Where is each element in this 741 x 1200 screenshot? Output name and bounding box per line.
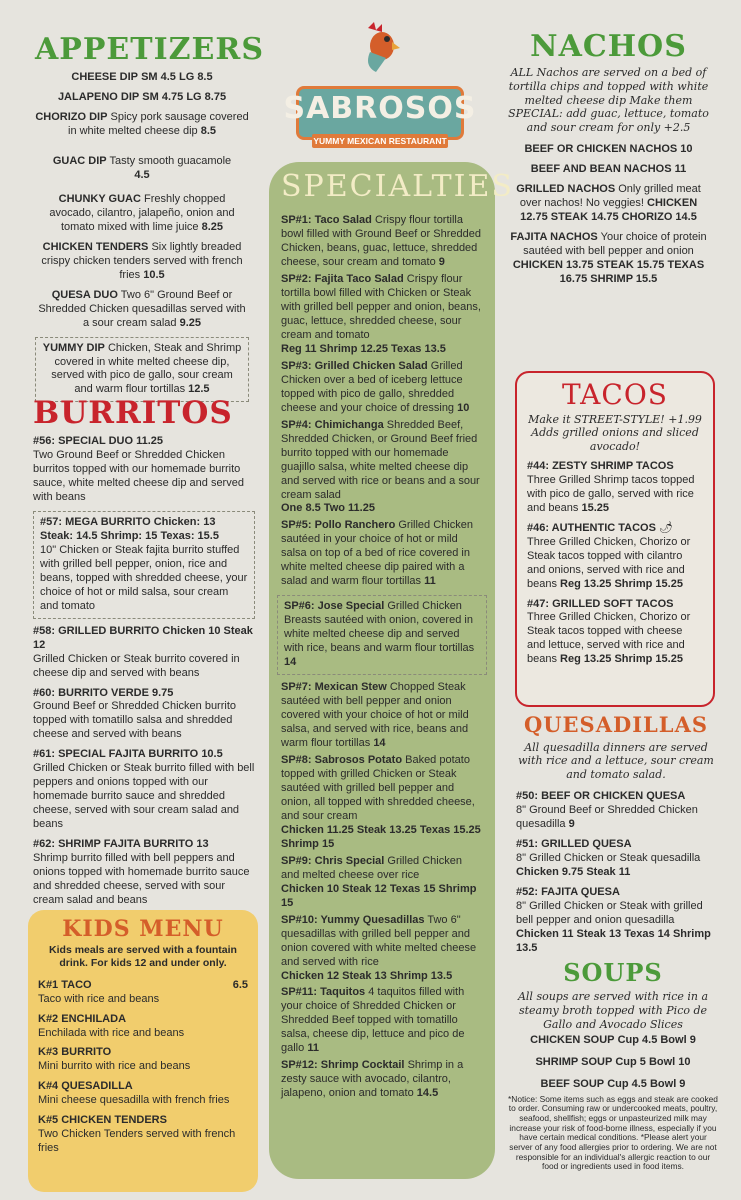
item-desc: Baked potato topped with grilled Chicken or Steak sautéed with grilled bell pepper and onion, all topped with shredded cheese, and sour cream — [281, 753, 475, 822]
item-name: #60: BURRITO VERDE — [33, 686, 149, 699]
menu-item — [281, 419, 483, 517]
item-price: Chicken 9.75 Steak 11 — [516, 865, 631, 878]
menu-item — [38, 1046, 248, 1074]
menu-item — [35, 111, 249, 139]
item-name: K#5 CHICKEN TENDERS — [38, 1114, 167, 1127]
item-name: SP#6: Jose Special — [284, 600, 385, 613]
item-name: SP#9: Chris Special — [281, 854, 385, 867]
item-desc: Taco with rice and beans — [38, 992, 160, 1005]
item-price: Chicken 11.25 Steak 13.25 Texas 15.25 Shrimp 15 — [281, 823, 481, 850]
item-name: #51: GRILLED QUESA — [516, 837, 632, 850]
nachos-title: NACHOS — [530, 29, 687, 64]
menu-item — [506, 143, 711, 157]
item-desc: Six lightly breaded crispy chicken tenders served with french fries — [41, 240, 243, 281]
menu-item-featured — [35, 337, 249, 403]
item-price: 14 — [373, 737, 386, 749]
item-desc: Grilled Chicken and melted cheese over rice — [281, 854, 462, 881]
menu-item — [38, 1013, 248, 1041]
item-name: SP#10: Yummy Quesadillas — [281, 913, 425, 926]
item-desc: Chicken, Steak and Shrimp covered in white melted cheese dip, served with pico de gallo, sour cream and warm flour tortillas — [51, 341, 242, 396]
item-desc: Grilled Chicken sautéed in your choice of hot or mild salsa on top of a bed of rice covered in white melted cheese dip paired with a salad and warm flour tortillas — [281, 519, 473, 588]
menu-item — [33, 838, 255, 908]
item-price: 13 — [196, 838, 209, 851]
menu-item — [33, 625, 255, 681]
kids-menu-note: Kids meals are served with a fountain drink. For kids 12 and under only. — [49, 943, 237, 970]
item-name: CHORIZO DIP — [35, 110, 108, 123]
menu-item — [527, 522, 703, 592]
item-price: Cup 5 Bowl 10 — [615, 1055, 691, 1068]
item-price: SM 4.75 LG 8.75 — [142, 90, 227, 103]
item-desc: Freshly chopped avocado, cilantro, jalapeño, onion and tomato mixed with lime juice — [49, 192, 235, 233]
specialties-section — [269, 162, 514, 1179]
item-name: GUAC DIP — [52, 154, 107, 167]
item-price: 6.5 — [232, 978, 248, 991]
item-name: CHICKEN TENDERS — [42, 240, 149, 253]
item-price: 9.25 — [179, 316, 202, 329]
item-price: 10 — [457, 401, 470, 414]
menu-item — [35, 289, 249, 331]
item-price: Chicken 12 Steak 13 Shrimp 13.5 — [281, 969, 453, 982]
allergy-notice: *Notice: Some items such as eggs and steak are cooked to order. Consuming raw or undercooked meats, poultry, seafood, shellfish; eggs or unpasteurized milk may increase your risk of food-borne illness, especially if you have certain medical conditions. *Please alert your server of any food allergies prior to ordering. We are not responsible for an individual's allergic reaction to our food or ingredients used in food items. — [508, 1093, 718, 1172]
appetizers-section — [35, 32, 264, 408]
menu-item — [281, 1059, 483, 1101]
item-desc: 8" Grilled Chicken or Steak with grilled bell pepper and onion quesadilla — [516, 899, 703, 926]
tacos-note: Make it STREET-STYLE! +1.99 Adds grilled onions and sliced avocado! — [528, 412, 702, 454]
item-price: 9.75 — [152, 686, 174, 699]
burritos-title: BURRITOS — [33, 395, 233, 431]
item-desc: Mini burrito with rice and beans — [38, 1060, 191, 1073]
item-name: SP#8: Sabrosos Potato — [281, 753, 403, 766]
item-price: 11 — [674, 162, 687, 175]
item-name: #50: BEEF OR CHICKEN QUESA — [516, 789, 686, 802]
item-price: 10 — [680, 142, 693, 155]
item-desc: Two Chicken Tenders served with french fries — [38, 1128, 236, 1155]
logo-name: SABROSOS — [283, 91, 477, 126]
soups-section — [508, 958, 718, 1172]
nachos-note: ALL Nachos are served on a bed of tortilla chips and topped with white melted cheese dip Make them SPECIAL: add guac, lettuce, tomato and sour cream for only +2.5 — [508, 66, 709, 134]
item-name: BEEF AND BEAN NACHOS — [530, 162, 672, 175]
menu-item — [508, 1056, 718, 1070]
item-price: Chicken 10 Steak 12 Texas 15 Shrimp 15 — [281, 882, 477, 909]
item-name: GRILLED NACHOS — [516, 182, 616, 195]
item-price: 8.5 — [200, 124, 216, 137]
menu-item — [35, 241, 249, 283]
item-desc: Grilled Chicken Breasts sautéed with onion, covered in white melted cheese dip and served with rice, beans and warm flour tortillas — [284, 600, 475, 655]
item-price: 9 — [568, 817, 575, 830]
item-desc: Two 6" Ground Beef or Shredded Chicken quesadillas served with a sour cream salad — [38, 288, 246, 329]
item-desc: Grilled Chicken or Steak burrito covered in cheese dip and served with beans — [33, 652, 240, 679]
item-name: #61: SPECIAL FAJITA BURRITO — [33, 748, 199, 761]
menu-item — [527, 598, 703, 668]
item-desc: Three Grilled Chicken, Chorizo or Steak tacos topped with cheese and lettuce, served with rice and beans — [527, 611, 691, 666]
item-name: CHICKEN SOUP — [530, 1033, 615, 1046]
item-name: #56: SPECIAL DUO — [33, 435, 134, 447]
menu-item — [281, 754, 483, 852]
item-name: #47: GRILLED SOFT TACOS — [527, 597, 674, 610]
item-name: FAJITA NACHOS — [510, 230, 598, 243]
item-desc: Your choice of protein sautéed with bell pepper and onion — [523, 230, 707, 257]
burritos-section — [33, 395, 255, 914]
menu-item — [33, 687, 255, 743]
tacos-section — [515, 371, 715, 707]
menu-item — [35, 91, 249, 105]
item-price: 11 — [424, 575, 436, 588]
item-name: #62: SHRIMP FAJITA BURRITO — [33, 838, 194, 851]
item-price: Reg 13.25 Shrimp 15.25 — [560, 653, 683, 666]
item-name: SHRIMP SOUP — [535, 1055, 613, 1068]
menu-item — [38, 1114, 248, 1156]
item-desc: 8" Grilled Chicken or Steak quesadilla — [516, 851, 701, 864]
soups-note: All soups are served with rice in a steamy broth topped with Pico de Gallo and Avocado Slices — [517, 990, 709, 1031]
menu-item-featured — [33, 511, 255, 619]
quesadillas-title: QUESADILLAS — [523, 712, 709, 737]
item-desc: Ground Beef or Shredded Chicken burrito topped with tomatillo salsa and shredded cheese and served with beans — [33, 700, 237, 741]
menu-item — [281, 273, 483, 357]
menu-item — [516, 790, 716, 832]
item-desc: 4 taquitos filled with your choice of Shredded Chicken or Shredded Beef topped with tomatillo salsa, cheese dip, lettuce and pico de gallo — [281, 986, 465, 1055]
item-name: SP#1: Taco Salad — [281, 214, 372, 227]
item-price: 10.5 — [201, 748, 223, 761]
item-name: SP#3: Grilled Chicken Salad — [281, 359, 428, 372]
item-desc: Two Ground Beef or Shredded Chicken burritos topped with our homemade burrito sauce, white melted cheese dip and served with beans — [33, 448, 244, 503]
item-desc: Spicy pork sausage covered in white melted cheese dip — [68, 110, 249, 137]
item-desc: Mini cheese quesadilla with french fries — [38, 1094, 230, 1107]
item-name: #57: MEGA BURRITO — [40, 515, 151, 528]
item-name: K#3 BURRITO — [38, 1046, 112, 1059]
item-price: 8.25 — [201, 220, 224, 233]
item-name: BEEF SOUP — [540, 1077, 605, 1090]
tacos-title: TACOS — [562, 378, 668, 411]
menu-item — [281, 214, 483, 270]
item-price: 15.25 — [581, 501, 609, 514]
item-desc: Two 6" quesadillas with grilled bell pepper and onion covered with white melted cheese and served with rice — [281, 913, 477, 968]
menu-item — [281, 914, 483, 984]
appetizers-title: APPETIZERS — [35, 32, 264, 67]
item-desc: 10" Chicken or Steak fajita burrito stuffed with grilled bell pepper, onion, rice and beans, topped with shredded cheese, your choice of hot or mild salsa, sour cream and tomato — [40, 543, 248, 612]
item-desc: Only grilled meat over nachos! No veggies! — [519, 182, 701, 209]
menu-item — [281, 681, 483, 751]
menu-item — [281, 986, 483, 1056]
item-desc: Shrimp burrito filled with bell peppers and onions topped with homemade burrito sauce and shredded cheese, served with sour cream salad and beans — [33, 852, 250, 907]
quesadillas-section — [516, 712, 716, 962]
menu-item — [506, 231, 711, 287]
item-price: 14 — [284, 656, 297, 669]
menu-item — [33, 435, 255, 505]
item-desc: Enchilada with rice and beans — [38, 1026, 185, 1039]
item-price: Chicken 11 Steak 13 Texas 14 Shrimp 13.5 — [516, 927, 711, 954]
item-name: QUESA DUO — [51, 288, 118, 301]
specialties-title: SPECIALTIES — [281, 169, 514, 204]
item-name: K#4 QUESADILLA — [38, 1080, 133, 1093]
item-name: #44: ZESTY SHRIMP TACOS — [527, 459, 674, 472]
item-desc: Three Grilled Chicken, Chorizo or Steak tacos topped with cilantro and onions, served with rice and beans — [527, 535, 691, 590]
item-desc: Three Grilled Shrimp tacos topped with pico de gallo, served with rice and beans — [527, 473, 695, 514]
item-desc: Chopped Steak sautéed with bell pepper and onion covered with your choice of hot or mild salsa, and served with rice, beans and warm flour tortillas — [281, 681, 469, 749]
menu-item — [281, 855, 483, 911]
menu-item — [35, 193, 249, 235]
item-desc: Grilled Chicken over a bed of iceberg lettuce topped with pico de gallo, shredded cheese and your choice of dressing — [281, 359, 463, 414]
item-name: SP#4: Chimichanga — [281, 418, 384, 431]
restaurant-logo — [282, 20, 478, 160]
menu-item — [516, 886, 716, 956]
menu-item — [508, 1034, 718, 1048]
item-name: CHEESE DIP — [71, 71, 139, 83]
item-name: JALAPENO DIP — [57, 90, 140, 103]
item-price: 9 — [438, 256, 445, 268]
item-desc: Crispy flour tortilla bowl filled with Chicken or Steak with grilled bell pepper and onion, beans, guac, lettuce, shredded cheese, sour cream and tomato — [281, 272, 481, 341]
menu-item — [38, 1080, 248, 1108]
menu-item — [508, 1078, 718, 1092]
menu-item-featured — [277, 595, 487, 675]
item-name: CHUNKY GUAC — [58, 192, 141, 205]
menu-item — [506, 163, 711, 177]
item-name: SP#2: Fajita Taco Salad — [281, 272, 404, 285]
item-name: SP#11: Taquitos — [281, 986, 366, 999]
item-desc: Tasty smooth guacamole — [109, 154, 232, 167]
item-price: Chicken 10 Steak 12 — [33, 624, 253, 651]
menu-item — [281, 519, 483, 589]
item-name: #58: GRILLED BURRITO — [33, 624, 160, 637]
item-price: Cup 4.5 Bowl 9 — [617, 1033, 696, 1046]
item-name: #46: AUTHENTIC TACOS — [527, 521, 656, 534]
item-price: 11 — [307, 1042, 319, 1055]
item-desc: Shredded Beef, Shredded Chicken, or Ground Beef fried burrito topped with our homemade guajillo salsa, white melted cheese dip and served with rice or beans and a sour cream salad — [281, 418, 480, 501]
item-name: BEEF OR CHICKEN NACHOS — [524, 142, 678, 155]
item-name: YUMMY DIP — [42, 341, 105, 354]
item-price: Reg 11 Shrimp 12.25 Texas 13.5 — [281, 342, 446, 355]
item-price: 10.5 — [143, 268, 165, 281]
item-desc: Shrimp in a zesty sauce with avocado, cilantro, jalapeno, onion and tomato — [281, 1059, 464, 1100]
item-price: SM 4.5 LG 8.5 — [141, 71, 213, 83]
item-price: CHICKEN 12.75 STEAK 14.75 CHORIZO 14.5 — [520, 196, 698, 223]
parrot-icon — [360, 22, 400, 74]
item-name: SP#5: Pollo Ranchero — [281, 519, 396, 532]
menu-item — [33, 748, 255, 832]
item-price: Reg 13.25 Shrimp 15.25 — [560, 577, 683, 590]
item-price: 11.25 — [136, 435, 164, 447]
item-desc: Grilled Chicken or Steak burrito filled with bell peppers and onions topped with our homemade burrito sauce and shredded cheese, served with sour cream salad and beans — [33, 762, 255, 831]
menu-item — [516, 838, 716, 880]
item-price: CHICKEN 13.75 STEAK 15.75 TEXAS 16.75 SHRIMP 15.5 — [512, 258, 705, 285]
item-name: K#2 ENCHILADA — [38, 1012, 127, 1025]
quesadillas-note: All quesadilla dinners are served with rice and a lettuce, sour cream and tomato salad. — [518, 740, 714, 782]
menu-item — [506, 183, 711, 225]
nachos-section — [506, 29, 711, 292]
soups-title: SOUPS — [563, 958, 663, 987]
menu-item — [35, 71, 249, 85]
item-desc: 8" Ground Beef or Shredded Chicken quesadilla — [516, 803, 698, 830]
menu-item — [281, 360, 483, 416]
item-desc: Crispy flour tortilla bowl filled with Ground Beef or Shredded Chicken, beans, guac, lettuce, shredded cheese, sour cream and tomato — [281, 214, 481, 268]
item-name: SP#7: Mexican Stew — [281, 681, 387, 694]
item-price: One 8.5 Two 11.25 — [281, 502, 375, 515]
kids-menu-section — [28, 910, 258, 1192]
kids-menu-title: KIDS MENU — [62, 916, 224, 942]
item-name: SP#12: Shrimp Cocktail — [281, 1059, 405, 1072]
chili-icon: 🌶 — [659, 521, 673, 534]
item-name: #52: FAJITA QUESA — [516, 885, 620, 898]
menu-item — [35, 155, 249, 183]
item-name: K#1 TACO — [38, 978, 92, 991]
item-price: 14.5 — [416, 1087, 439, 1100]
item-price: 4.5 — [134, 168, 150, 181]
item-price: 12.5 — [188, 383, 210, 396]
item-price: Chicken: 13 Steak: 14.5 Shrimp: 15 Texas: 15.5 — [40, 515, 219, 542]
logo-tagline: YUMMY MEXICAN RESTAURANT — [313, 136, 447, 146]
menu-item — [38, 979, 248, 1007]
item-price: Cup 4.5 Bowl 9 — [607, 1077, 686, 1090]
menu-item — [527, 460, 703, 516]
